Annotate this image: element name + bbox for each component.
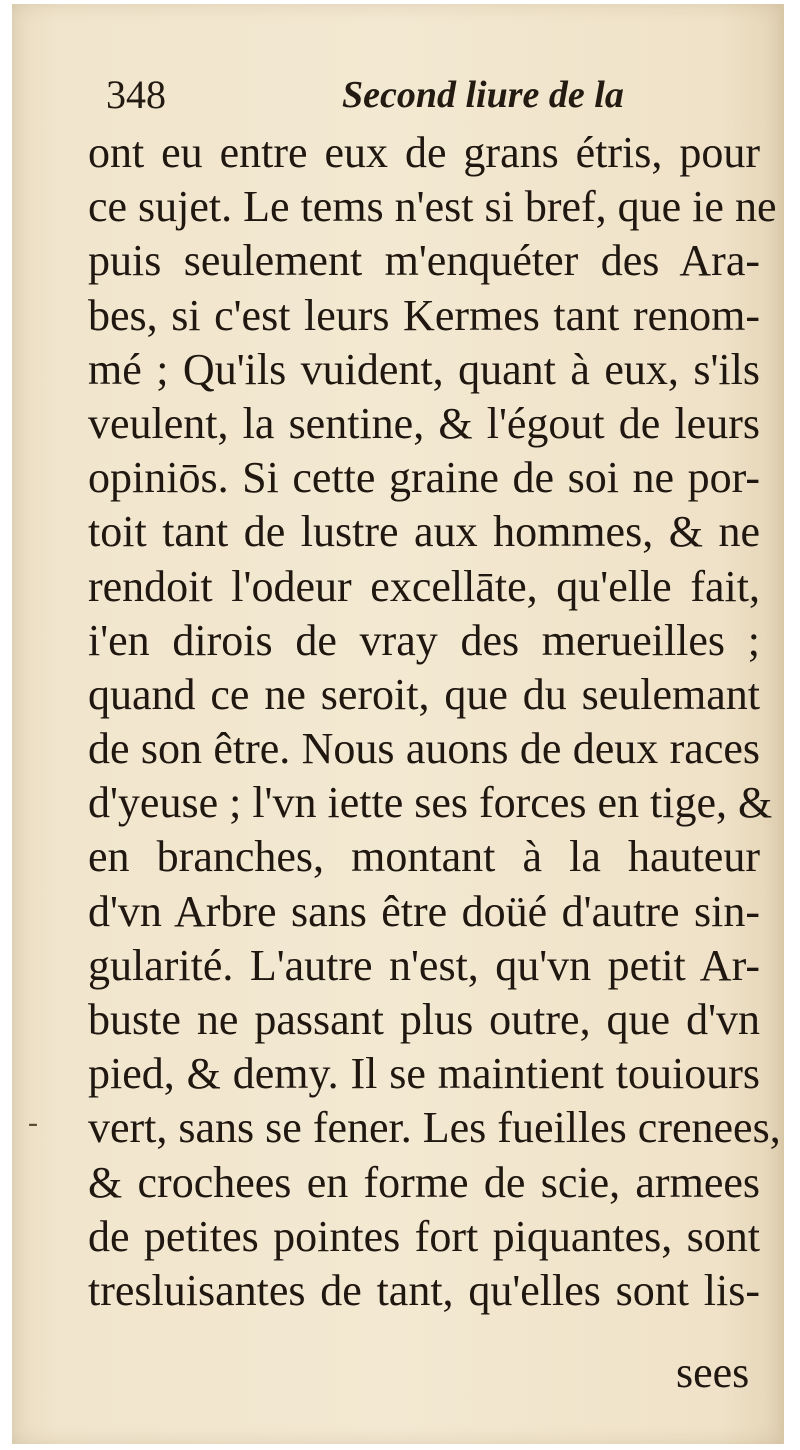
running-head xyxy=(106,70,766,120)
text-line: de petites pointes fort piquantes, sont xyxy=(88,1211,760,1261)
text-line: tresluisantes de tant, qu'elles sont lis- xyxy=(88,1265,760,1315)
text-line: d'vn Arbre sans être doüé d'autre sin- xyxy=(88,886,760,936)
text-line: ont eu entre eux de grans étris, pour xyxy=(88,128,760,177)
text-line: veulent, la sentine, & l'égout de leurs xyxy=(88,398,760,448)
running-title: Second liure de la xyxy=(342,74,624,116)
text-line: bes, si c'est leurs Kermes tant renom- xyxy=(88,290,760,340)
text-line: d'yeuse ; l'vn iette ses forces en tige, & xyxy=(88,778,773,828)
page-number: 348 xyxy=(106,72,166,117)
text-line: toit tant de lustre aux hommes, & ne xyxy=(88,507,760,557)
text-line: i'en dirois de vray des merueilles ; xyxy=(88,615,760,665)
text-line: opiniōs. Si cette graine de soi ne por- xyxy=(88,453,760,503)
text-line: quand ce ne seroit, que du seulemant xyxy=(88,669,760,719)
text-line: puis seulement m'enquéter des Ara- xyxy=(88,236,760,286)
text-line: en branches, montant à la hauteur xyxy=(88,832,760,882)
body-text xyxy=(88,126,781,1318)
text-line: de son être. Nous auons de deux races xyxy=(88,724,760,774)
catchword: sees xyxy=(676,1348,750,1397)
text-line: buste ne passant plus outre, que d'vn xyxy=(88,995,760,1044)
text-line: rendoit l'odeur excellāte, qu'elle fait, xyxy=(88,561,760,611)
text-line: & crochees en forme de scie, armees xyxy=(88,1157,760,1207)
margin-mark: - xyxy=(28,1106,38,1139)
text-line: gularité. L'autre n'est, qu'vn petit Ar- xyxy=(88,940,760,990)
text-line: vert, sans se fener. Les fueilles crenees, xyxy=(88,1103,781,1153)
text-line: pied, & demy. Il se maintient touiours xyxy=(88,1049,760,1099)
text-line: mé ; Qu'ils vuident, quant à eux, s'ils xyxy=(88,344,760,394)
text-line: ce sujet. Le tems n'est si bref, que ie ne xyxy=(88,182,777,232)
